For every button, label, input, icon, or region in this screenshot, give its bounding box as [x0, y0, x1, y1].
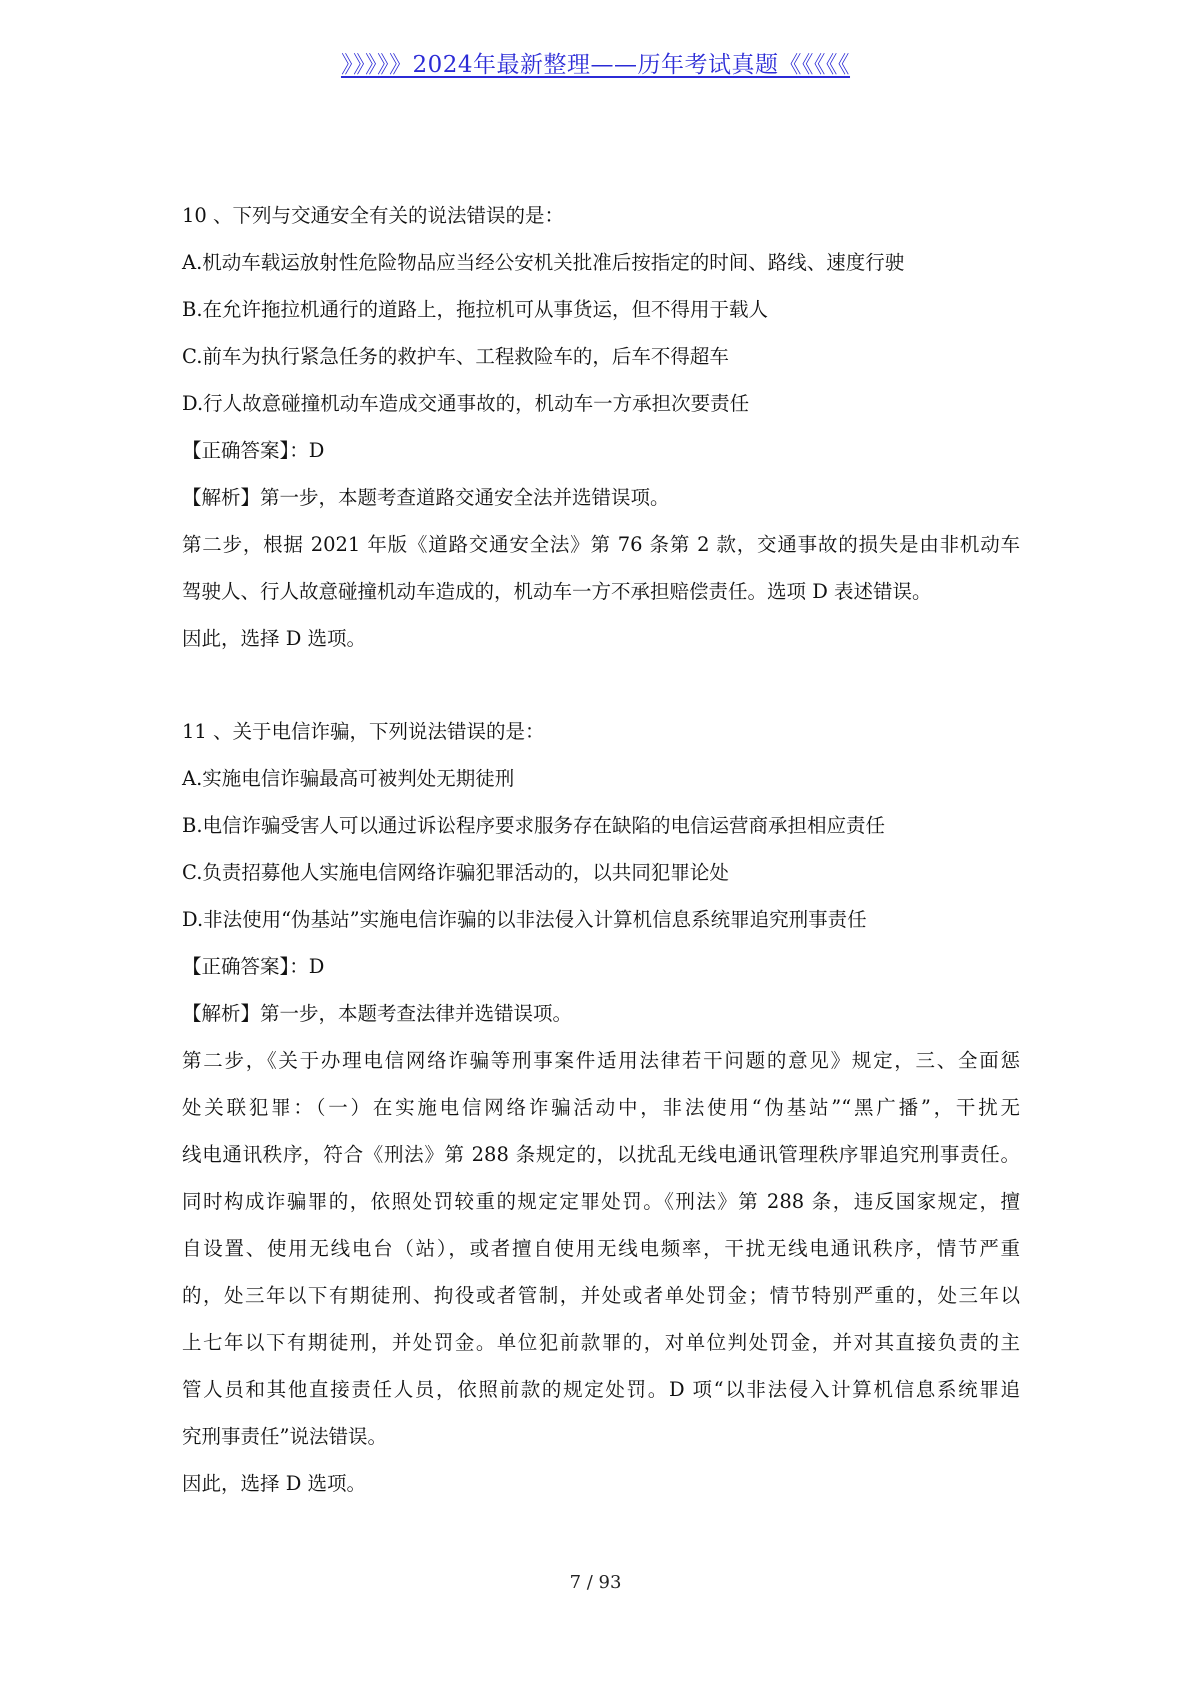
question-11-option-d: D.非法使用“伪基站”实施电信诈骗的以非法侵入计算机信息系统罪追究刑事责任 [182, 908, 867, 931]
question-11-answer: 【正确答案】：D [182, 955, 325, 978]
question-11-analysis-line: 管人员和其他直接责任人员，依照前款的规定处罚。D 项“以非法侵入计算机信息系统罪追 [182, 1378, 1020, 1401]
header-link[interactable]: 》》》》》2024年最新整理——历年考试真题《《《《《 [340, 52, 851, 78]
question-11-option-b: B.电信诈骗受害人可以通过诉讼程序要求服务存在缺陷的电信运营商承担相应责任 [182, 814, 886, 837]
question-11-analysis-line: 处关联犯罪：（一）在实施电信网络诈骗活动中，非法使用“伪基站”“黑广播”，干扰无 [182, 1096, 1020, 1119]
page-number: 7 / 93 [569, 1572, 622, 1593]
question-11-analysis-line: 线电通讯秩序，符合《刑法》第 288 条规定的，以扰乱无线电通讯管理秩序罪追究刑事责任。 [182, 1143, 1020, 1166]
question-10-conclusion: 因此，选择 D 选项。 [182, 627, 367, 650]
question-11-analysis-line: 自设置、使用无线电台（站），或者擅自使用无线电频率，干扰无线电通讯秩序，情节严重 [182, 1237, 1020, 1260]
question-11-analysis-line: 的，处三年以下有期徒刑、拘役或者管制，并处或者单处罚金；情节特别严重的，处三年以 [182, 1284, 1020, 1307]
question-11-option-a: A.实施电信诈骗最高可被判处无期徒刑 [182, 767, 515, 790]
question-11-analysis-line: 究刑事责任”说法错误。 [182, 1425, 387, 1448]
question-10-analysis-step2-line1: 第二步，根据 2021 年版《道路交通安全法》第 76 条第 2 款，交通事故的损失是由非机动车 [182, 533, 1020, 556]
question-10-analysis-step2-line2: 驾驶人、行人故意碰撞机动车造成的，机动车一方不承担赔偿责任。选项 D 表述错误。 [182, 580, 932, 603]
question-11-analysis-step1: 【解析】第一步，本题考查法律并选错误项。 [182, 1002, 573, 1025]
question-10-text: 10 、下列与交通安全有关的说法错误的是： [182, 204, 565, 227]
question-11-analysis-line: 上七年以下有期徒刑，并处罚金。单位犯前款罪的，对单位判处罚金，并对其直接负责的主 [182, 1331, 1020, 1354]
question-11-analysis-line: 第二步，《关于办理电信网络诈骗等刑事案件适用法律若干问题的意见》规定，三、全面惩 [182, 1049, 1020, 1072]
question-10-option-a: A.机动车载运放射性危险物品应当经公安机关批准后按指定的时间、路线、速度行驶 [182, 251, 905, 274]
question-11-text: 11 、关于电信诈骗，下列说法错误的是： [182, 720, 545, 743]
question-11-analysis-line: 同时构成诈骗罪的，依照处罚较重的规定定罪处罚。《刑法》第 288 条，违反国家规定，擅 [182, 1190, 1020, 1213]
question-11-option-c: C.负责招募他人实施电信网络诈骗犯罪活动的，以共同犯罪论处 [182, 861, 729, 884]
question-10-option-b: B.在允许拖拉机通行的道路上，拖拉机可从事货运，但不得用于载人 [182, 298, 769, 321]
question-10-option-d: D.行人故意碰撞机动车造成交通事故的，机动车一方承担次要责任 [182, 392, 750, 415]
question-10-answer: 【正确答案】：D [182, 439, 325, 462]
question-11-conclusion: 因此，选择 D 选项。 [182, 1472, 367, 1495]
question-10-analysis-step1: 【解析】第一步，本题考查道路交通安全法并选错误项。 [182, 486, 670, 509]
question-10-option-c: C.前车为执行紧急任务的救护车、工程救险车的，后车不得超车 [182, 345, 729, 368]
